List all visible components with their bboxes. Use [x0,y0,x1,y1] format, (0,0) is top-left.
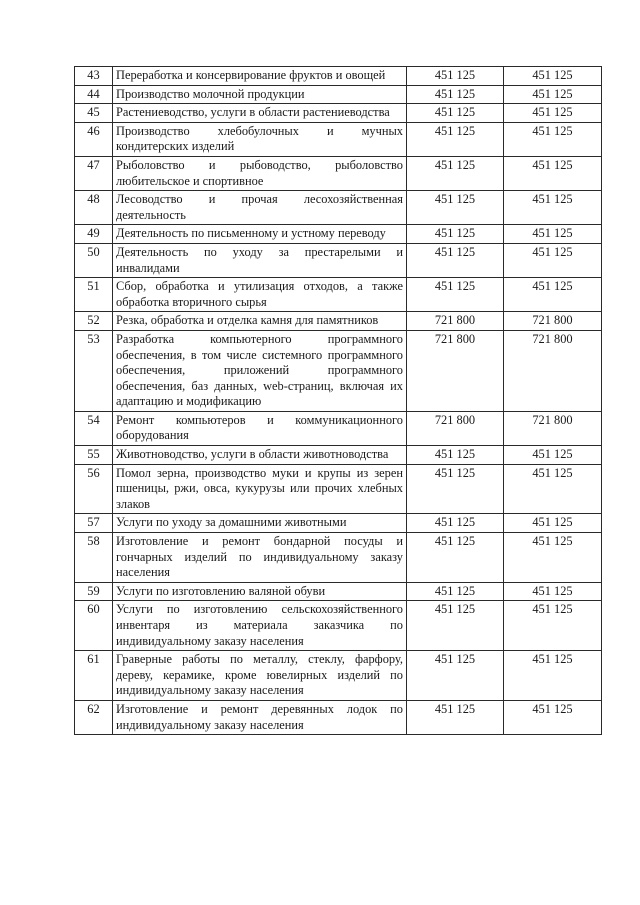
row-number: 52 [75,312,113,331]
row-description: Животноводство, услуги в области животноводства [113,446,407,465]
row-value-1: 451 125 [407,191,504,225]
row-value-2: 721 800 [504,330,602,411]
table-row [75,67,602,86]
table-row [75,85,602,104]
row-value-1: 451 125 [407,601,504,651]
row-description: Граверные работы по металлу, стеклу, фарфору, дереву, керамике, кроме ювелирных изделий по индивидуальному заказу населения [113,651,407,701]
row-number: 62 [75,700,113,734]
row-number: 50 [75,243,113,277]
row-description: Деятельность по уходу за престарелыми и инвалидами [113,243,407,277]
row-value-1: 451 125 [407,446,504,465]
table-row [75,191,602,225]
row-number: 43 [75,67,113,86]
row-value-1: 451 125 [407,67,504,86]
row-number: 59 [75,582,113,601]
row-value-2: 451 125 [504,582,602,601]
row-description: Услуги по изготовлению сельскохозяйственного инвентаря из материала заказчика по индивидуальному заказу населения [113,601,407,651]
row-value-1: 451 125 [407,156,504,190]
row-value-2: 451 125 [504,225,602,244]
row-description: Производство хлебобулочных и мучных кондитерских изделий [113,122,407,156]
table-row [75,582,602,601]
document-page [74,66,601,735]
row-value-2: 451 125 [504,446,602,465]
row-value-2: 451 125 [504,122,602,156]
table-row [75,122,602,156]
row-description: Разработка компьютерного программного обеспечения, в том числе системного программного обеспечения, приложений программного обеспечения, баз данных, web-страниц, включая их адаптацию и модификацию [113,330,407,411]
table-row [75,104,602,123]
row-description: Услуги по изготовлению валяной обуви [113,582,407,601]
row-value-1: 451 125 [407,243,504,277]
table-row [75,700,602,734]
row-value-2: 451 125 [504,514,602,533]
row-number: 51 [75,278,113,312]
row-value-1: 451 125 [407,700,504,734]
row-value-1: 451 125 [407,225,504,244]
row-value-1: 451 125 [407,514,504,533]
row-value-2: 721 800 [504,312,602,331]
row-value-2: 451 125 [504,601,602,651]
row-value-1: 451 125 [407,85,504,104]
row-description: Рыболовство и рыбоводство, рыболовство любительское и спортивное [113,156,407,190]
row-value-2: 451 125 [504,464,602,514]
row-value-1: 451 125 [407,104,504,123]
row-number: 55 [75,446,113,465]
row-number: 48 [75,191,113,225]
row-value-2: 451 125 [504,67,602,86]
row-number: 54 [75,411,113,445]
row-description: Сбор, обработка и утилизация отходов, а также обработка вторичного сырья [113,278,407,312]
row-number: 47 [75,156,113,190]
row-value-1: 451 125 [407,464,504,514]
row-value-2: 451 125 [504,700,602,734]
row-description: Изготовление и ремонт бондарной посуды и гончарных изделий по индивидуальному заказу населения [113,533,407,583]
table-row [75,278,602,312]
row-description: Деятельность по письменному и устному переводу [113,225,407,244]
table-row [75,243,602,277]
row-value-1: 721 800 [407,312,504,331]
row-number: 56 [75,464,113,514]
row-value-2: 451 125 [504,243,602,277]
row-number: 58 [75,533,113,583]
table-row [75,446,602,465]
row-description: Ремонт компьютеров и коммуникационного оборудования [113,411,407,445]
tariff-table [74,66,602,735]
row-value-1: 721 800 [407,330,504,411]
row-description: Переработка и консервирование фруктов и овощей [113,67,407,86]
row-value-2: 451 125 [504,191,602,225]
row-value-2: 721 800 [504,411,602,445]
row-number: 49 [75,225,113,244]
row-value-1: 451 125 [407,582,504,601]
row-description: Лесоводство и прочая лесохозяйственная деятельность [113,191,407,225]
table-row [75,330,602,411]
row-number: 60 [75,601,113,651]
row-description: Производство молочной продукции [113,85,407,104]
row-number: 61 [75,651,113,701]
row-value-2: 451 125 [504,104,602,123]
row-value-1: 721 800 [407,411,504,445]
row-number: 53 [75,330,113,411]
table-row [75,464,602,514]
row-value-2: 451 125 [504,651,602,701]
table-body [75,67,602,735]
row-description: Растениеводство, услуги в области растениеводства [113,104,407,123]
row-description: Услуги по уходу за домашними животными [113,514,407,533]
row-value-2: 451 125 [504,156,602,190]
table-row [75,411,602,445]
row-description: Помол зерна, производство муки и крупы из зерен пшеницы, ржи, овса, кукурузы или прочих хлебных злаков [113,464,407,514]
row-value-1: 451 125 [407,122,504,156]
row-number: 46 [75,122,113,156]
row-value-2: 451 125 [504,533,602,583]
row-value-1: 451 125 [407,651,504,701]
row-number: 44 [75,85,113,104]
table-row [75,651,602,701]
row-description: Резка, обработка и отделка камня для памятников [113,312,407,331]
table-row [75,225,602,244]
row-value-1: 451 125 [407,278,504,312]
row-value-1: 451 125 [407,533,504,583]
table-row [75,312,602,331]
row-number: 45 [75,104,113,123]
row-description: Изготовление и ремонт деревянных лодок по индивидуальному заказу населения [113,700,407,734]
table-row [75,514,602,533]
row-value-2: 451 125 [504,85,602,104]
table-row [75,156,602,190]
row-number: 57 [75,514,113,533]
table-row [75,601,602,651]
row-value-2: 451 125 [504,278,602,312]
table-row [75,533,602,583]
